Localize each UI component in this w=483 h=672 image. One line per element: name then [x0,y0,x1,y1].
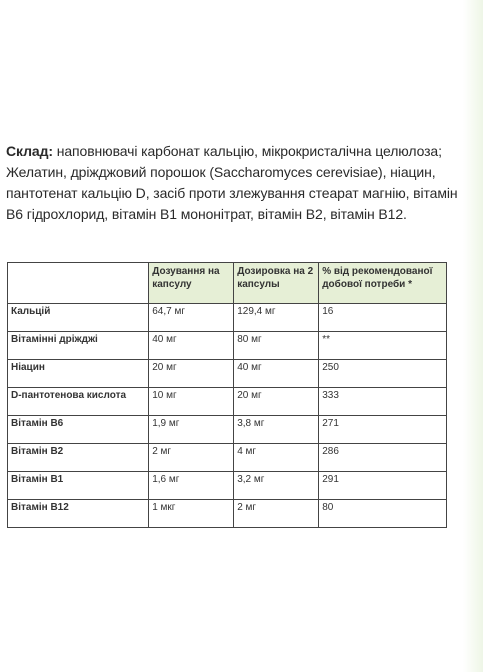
daily-percent: 286 [319,444,447,472]
table-row [8,416,447,444]
daily-percent: 250 [319,360,447,388]
dose-per-capsule: 1 мкг [149,500,234,528]
dose-per-capsule: 1,9 мг [149,416,234,444]
daily-percent: 80 [319,500,447,528]
dose-per-2-capsules: 4 мг [234,444,319,472]
table-header-row [8,263,447,304]
nutrient-table [7,262,447,528]
daily-percent: 16 [319,304,447,332]
daily-percent: 291 [319,472,447,500]
composition-text [6,141,472,225]
composition-label: Склад: [6,143,53,159]
dose-per-capsule: 40 мг [149,332,234,360]
dose-per-2-capsules: 129,4 мг [234,304,319,332]
dose-per-2-capsules: 3,8 мг [234,416,319,444]
nutrient-name: Ніацин [8,360,149,388]
dose-per-capsule: 2 мг [149,444,234,472]
nutrient-name: D-пантотенова кислота [8,388,149,416]
table-row [8,388,447,416]
nutrient-name: Кальцій [8,304,149,332]
table-row [8,444,447,472]
dose-per-2-capsules: 2 мг [234,500,319,528]
nutrient-name: Вітамін В1 [8,472,149,500]
daily-percent: 271 [319,416,447,444]
dose-per-2-capsules: 20 мг [234,388,319,416]
dose-per-capsule: 1,6 мг [149,472,234,500]
dose-per-2-capsules: 80 мг [234,332,319,360]
nutrient-name: Вітамін В6 [8,416,149,444]
dose-per-capsule: 64,7 мг [149,304,234,332]
daily-percent: ** [319,332,447,360]
table-row [8,304,447,332]
header-cell-per-2-capsules: Дозировка на 2 капсулы [234,263,319,304]
composition-body: наповнювачі карбонат кальцію, мікрокристалічна целюлоза; Желатин, дріжджовий порошок (Saccharomyces cerevisiae), ніацин, пантотенат кальцію D, засіб проти злежування стеарат магнію, вітамін В6 гідрохлорид, вітамін В1 мононітрат, вітамін В2, вітамін В12. [6,143,458,222]
nutrient-name: Вітамін В2 [8,444,149,472]
header-cell-per-capsule: Дозування на капсулу [149,263,234,304]
dose-per-capsule: 20 мг [149,360,234,388]
table-row [8,500,447,528]
dose-per-2-capsules: 40 мг [234,360,319,388]
header-cell-name [8,263,149,304]
dose-per-capsule: 10 мг [149,388,234,416]
header-cell-daily-percent: % від рекомендованої добової потреби * [319,263,447,304]
dose-per-2-capsules: 3,2 мг [234,472,319,500]
background-fade [463,0,483,672]
daily-percent: 333 [319,388,447,416]
nutrient-name: Вітамін В12 [8,500,149,528]
nutrient-name: Вітамінні дріжджі [8,332,149,360]
table-row [8,472,447,500]
table-row [8,360,447,388]
table-row [8,332,447,360]
